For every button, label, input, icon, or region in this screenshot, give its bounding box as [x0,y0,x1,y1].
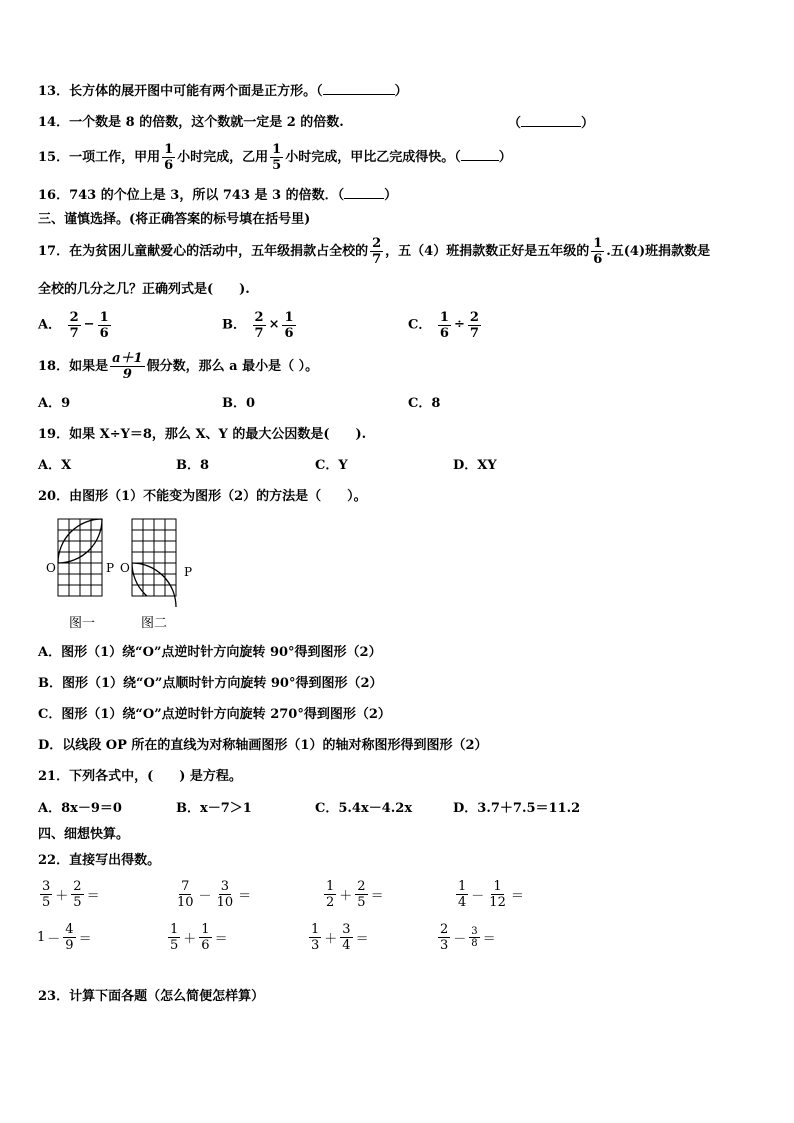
grid-figure-1 [58,519,102,596]
option-label: A． [38,801,62,816]
option-c[interactable] [315,457,348,475]
question-19 [38,426,366,444]
operator: ＋ [183,932,197,947]
label-p-1: P [106,561,115,575]
question-text: 如果是 [69,359,109,374]
denominator: 3 [440,938,449,953]
option-d[interactable] [453,800,580,818]
option-c[interactable] [315,800,412,818]
question-text: 下列各式中，( ) 是方程。 [69,769,242,784]
label-p-2: P [184,565,193,579]
option-label: B． [176,458,200,473]
fraction [282,310,295,341]
numerator: 3 [220,879,229,894]
option-a[interactable] [38,308,113,343]
fraction [438,310,451,341]
label-o-1: O [46,561,56,575]
fraction [591,236,604,267]
option-value: 图形（1）绕“O”点顺时针方向旋转 90°得到图形（2） [62,676,383,691]
numerator: 1 [439,309,449,325]
question-20 [38,488,367,506]
option-label: C． [408,317,432,333]
option-a[interactable] [38,644,382,662]
operator: － [471,889,485,904]
denominator: 7 [469,325,479,341]
question-text: 直接写出得数。 [69,853,161,868]
rotation-figure [40,515,210,635]
equals-sign: ＝ [355,932,369,947]
option-c[interactable] [408,395,440,413]
option-label: A． [38,458,62,473]
question-text: 小时完成，甲比乙完成得快。（ [285,150,461,165]
question-text: 一项工作，甲用 [69,150,161,165]
numerator: 1 [593,236,603,251]
question-number: 14． [38,115,70,130]
option-a[interactable] [38,800,122,818]
q14-answer-paren [508,114,594,133]
numerator: 2 [69,309,79,325]
fraction [468,310,481,341]
question-text: 小时完成，乙用 [177,150,269,165]
fraction [270,142,283,173]
question-text: .五(4)班捐款数是 [606,244,711,259]
operator: − [83,317,95,332]
denominator: 4 [342,938,351,953]
option-c[interactable] [408,308,483,343]
option-label: B． [222,396,246,411]
denominator: 6 [593,252,603,267]
question-number: 23． [38,989,70,1004]
denominator: 9 [65,938,74,953]
paren-close: ） [498,150,512,165]
question-number: 15． [38,150,70,165]
equals-sign: ＝ [482,932,496,947]
numerator: 3 [42,879,51,894]
numerator: 1 [284,309,294,325]
option-value: 0 [246,396,256,411]
fraction [71,879,83,910]
option-value: 以线段 OP 所在的直线为对称轴画图形（1）的轴对称图形得到图形（2） [62,738,488,753]
numerator: 1 [458,879,467,894]
numerator: 2 [372,236,382,251]
whole-number: 1 [37,930,46,945]
question-text: ，五（4）班捐款数正好是五年级的 [385,244,590,259]
section-heading-4: 四、细想快算。 [38,827,130,842]
question-number: 21． [38,769,70,784]
fraction [40,879,52,910]
option-label: D． [453,458,478,473]
answer-blank[interactable] [521,114,581,127]
caption-figure-1: 图一 [69,616,96,631]
equals-sign: ＝ [78,932,92,947]
option-value: 8 [200,458,210,473]
operator: － [453,932,467,947]
question-number: 16． [38,188,70,203]
denominator: 6 [99,325,109,341]
option-c[interactable] [38,706,391,724]
operator: ＋ [324,932,338,947]
fraction [68,310,81,341]
option-value: 5.4x－4.2x [338,801,413,816]
numerator: a＋1 [112,351,143,366]
operator: × [268,317,280,332]
option-value: 3.7＋7.5＝11.2 [477,801,581,816]
denominator: 7 [372,252,382,267]
operator: ＋ [339,889,353,904]
paren-close: ） [581,116,595,131]
denominator: 5 [357,895,366,910]
section-heading-3: 三、谨慎选择。(将正确答案的标号填在括号里) [38,212,311,227]
denominator: 8 [471,938,478,949]
paren-open: （ [508,116,522,131]
question-text: 在为贫困儿童献爱心的活动中，五年级捐款占全校的 [69,244,369,259]
equals-sign: ＝ [370,889,384,904]
numerator: 1 [201,922,210,937]
paren-close: ） [384,188,398,203]
numerator: 1 [311,922,320,937]
option-value: 8x－9＝0 [61,801,122,816]
numerator: 3 [342,922,351,937]
numerator: 7 [181,879,190,894]
option-value: 图形（1）绕“O”点逆时针方向旋转 90°得到图形（2） [61,645,382,660]
option-value: x－7＞1 [200,801,252,816]
equals-sign: ＝ [238,889,252,904]
denominator: 9 [122,367,132,382]
question-number: 20． [38,489,70,504]
answer-blank[interactable] [344,186,384,199]
option-b[interactable] [38,675,383,693]
answer-blank[interactable] [461,148,499,161]
option-label: B． [176,801,200,816]
option-label: B． [222,317,246,333]
question-text: 长方体的展开图中可能有两个面是正方形。（ [69,84,323,99]
fraction [63,922,75,953]
numerator: 1 [99,309,109,325]
fraction [162,142,175,173]
question-14 [38,114,344,132]
denominator: 12 [489,895,506,910]
calc-item[interactable] [436,922,497,953]
option-value: 8 [431,396,441,411]
numerator: 2 [73,879,82,894]
fraction [253,310,266,341]
operator: － [47,932,61,947]
option-a[interactable] [38,395,70,413]
denominator: 5 [73,895,82,910]
option-d[interactable] [38,737,488,755]
denominator: 5 [42,895,51,910]
option-label: D． [453,801,478,816]
question-18 [38,350,318,384]
fraction [340,922,352,953]
option-d[interactable] [453,457,497,475]
numerator: 2 [357,879,366,894]
question-17 [38,235,710,269]
denominator: 3 [311,938,320,953]
question-text: 计算下面各题（怎么简便怎样算） [69,989,265,1004]
calc-item[interactable] [36,922,93,953]
fraction [175,879,196,910]
numerator: 4 [65,922,74,937]
denominator: 6 [201,938,210,953]
operator: ＋ [55,889,69,904]
numerator: 2 [469,309,479,325]
question-text: 如果 X÷Y＝8，那么 X、Y 的最大公因数是( ). [69,427,367,442]
option-label: C． [408,396,432,411]
option-value: Y [338,458,348,473]
label-o-2: O [120,561,130,575]
fraction [168,922,180,953]
denominator: 10 [216,895,234,910]
numerator: 1 [170,922,179,937]
equals-sign: ＝ [214,932,228,947]
fraction [309,922,321,953]
numerator: 2 [254,309,264,325]
fraction [110,351,144,382]
numerator: 1 [272,142,282,157]
operator: ÷ [453,317,465,332]
numerator: 1 [326,879,335,894]
option-value: XY [477,458,497,473]
denominator: 6 [164,158,174,173]
fraction [215,879,236,910]
calc-item[interactable] [173,879,252,910]
question-15 [38,141,512,175]
question-number: 17． [38,244,70,259]
question-17-line2: 全校的几分之几？正确列式是( ). [38,282,250,297]
denominator: 5 [170,938,179,953]
option-label: C． [315,458,339,473]
denominator: 7 [254,325,264,341]
fraction [487,879,508,910]
numerator: 1 [164,142,174,157]
denominator: 4 [458,895,467,910]
option-label: A． [38,645,62,660]
option-label: A． [38,317,62,333]
question-23 [38,988,264,1006]
fraction [199,922,211,953]
question-text: 一个数是 8 的倍数，这个数就一定是 2 的倍数. [69,115,344,130]
denominator: 6 [284,325,294,341]
calc-item[interactable] [38,879,101,910]
operator: － [198,889,212,904]
option-b[interactable] [176,457,209,475]
option-b[interactable] [176,800,252,818]
option-label: C． [38,707,62,722]
question-number: 22． [38,853,70,868]
numerator: 2 [440,922,449,937]
fraction [469,926,479,949]
denominator: 10 [177,895,194,910]
denominator: 6 [439,325,449,341]
question-number: 19． [38,427,70,442]
option-label: B． [38,676,62,691]
denominator: 7 [69,325,79,341]
fraction [370,236,383,267]
fraction [438,922,450,953]
question-number: 18． [38,359,70,374]
fraction [324,879,336,910]
question-22 [38,852,160,870]
denominator: 2 [326,895,335,910]
paren-close: ） [394,84,408,99]
calc-item[interactable] [322,879,385,910]
option-b[interactable] [222,308,298,343]
option-b[interactable] [222,395,255,413]
grid-figure-2 [132,519,176,607]
question-text: 由图形（1）不能变为图形（2）的方法是（ ）。 [69,489,367,504]
denominator: 5 [272,158,282,173]
fraction [456,879,468,910]
question-text: 假分数，那么 a 最小是（ ）。 [146,359,319,374]
option-value: 图形（1）绕“O”点逆时针方向旋转 270°得到图形（2） [61,707,391,722]
question-text: 743 的个位上是 3，所以 743 是 3 的倍数．（ [69,188,345,203]
question-21 [38,768,242,786]
answer-blank[interactable] [323,82,395,95]
calc-item[interactable] [166,922,229,953]
option-value: 9 [61,396,71,411]
fraction [355,879,367,910]
equals-sign: ＝ [86,889,100,904]
option-label: C． [315,801,339,816]
numerator: 3 [471,926,478,937]
numerator: 1 [493,879,502,894]
question-13 [38,82,408,101]
option-value: X [61,458,72,473]
option-a[interactable] [38,457,71,475]
caption-figure-2: 图二 [141,616,168,631]
question-number: 13． [38,84,70,99]
option-label: A． [38,396,62,411]
question-16 [38,186,397,205]
calc-item[interactable] [454,879,525,910]
option-label: D． [38,738,63,753]
equals-sign: ＝ [510,889,524,904]
fraction [98,310,111,341]
calc-item[interactable] [307,922,370,953]
